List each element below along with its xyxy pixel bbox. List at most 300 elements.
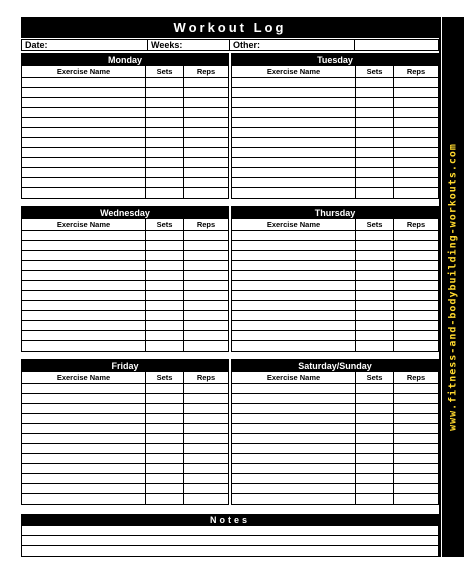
reps-header: Reps	[196, 373, 216, 382]
exercise-name-cell[interactable]	[232, 311, 356, 320]
column-headers	[22, 66, 228, 78]
exercise-row	[232, 454, 438, 464]
exercise-name-cell[interactable]	[232, 251, 356, 260]
sets-cell[interactable]	[146, 341, 184, 351]
other-field[interactable]	[229, 39, 355, 51]
sets-cell[interactable]	[146, 118, 184, 127]
sets-cell[interactable]	[146, 168, 184, 177]
exercise-name-cell[interactable]	[22, 231, 146, 240]
sets-header: Sets	[146, 219, 184, 230]
exercise-row	[232, 404, 438, 414]
exercise-row	[232, 88, 438, 98]
exercise-name-cell[interactable]	[232, 231, 356, 240]
exercise-name-cell[interactable]	[22, 484, 146, 493]
column-headers	[232, 219, 438, 231]
exercise-name-cell[interactable]	[232, 78, 356, 87]
reps-cell[interactable]	[394, 444, 438, 453]
exercise-row	[22, 341, 228, 351]
reps-cell[interactable]	[394, 301, 438, 310]
reps-cell[interactable]	[394, 118, 438, 127]
sets-cell[interactable]	[146, 454, 184, 463]
sets-cell[interactable]	[356, 474, 394, 483]
reps-cell[interactable]	[184, 301, 228, 310]
reps-cell[interactable]	[184, 291, 228, 300]
sets-cell[interactable]	[146, 414, 184, 423]
exercise-rows	[22, 384, 228, 504]
exercise-name-cell[interactable]	[22, 168, 146, 177]
day-block-thursday	[231, 206, 439, 352]
exercise-row	[22, 464, 228, 474]
exercise-name-cell[interactable]	[232, 148, 356, 157]
exercise-name-cell[interactable]	[22, 454, 146, 463]
reps-cell[interactable]	[184, 394, 228, 403]
exercise-name-cell[interactable]	[22, 108, 146, 117]
exercise-name-cell[interactable]	[22, 321, 146, 330]
sets-cell[interactable]	[356, 138, 394, 147]
reps-cell[interactable]	[394, 424, 438, 433]
day-title: Wednesday	[22, 207, 228, 219]
reps-cell[interactable]	[394, 464, 438, 473]
sets-cell[interactable]	[146, 291, 184, 300]
info-row	[21, 39, 439, 51]
sets-cell[interactable]	[146, 241, 184, 250]
sets-cell[interactable]	[146, 178, 184, 187]
exercise-row	[22, 128, 228, 138]
exercise-row	[22, 424, 228, 434]
sets-cell[interactable]	[356, 158, 394, 167]
sets-header: Sets	[356, 219, 394, 230]
exercise-name-cell[interactable]	[232, 118, 356, 127]
sets-cell[interactable]	[356, 434, 394, 443]
sets-cell[interactable]	[356, 78, 394, 87]
exercise-name-cell[interactable]	[232, 138, 356, 147]
reps-cell[interactable]	[184, 384, 228, 393]
sets-cell[interactable]	[356, 414, 394, 423]
reps-cell[interactable]	[394, 331, 438, 340]
sets-cell[interactable]	[146, 261, 184, 270]
exercise-name-cell[interactable]	[22, 188, 146, 198]
sets-cell[interactable]	[356, 404, 394, 413]
exercise-name-cell[interactable]	[22, 251, 146, 260]
sets-cell[interactable]	[356, 444, 394, 453]
reps-cell[interactable]	[394, 474, 438, 483]
column-headers	[22, 219, 228, 231]
sets-cell[interactable]	[146, 88, 184, 97]
exercise-name-cell[interactable]	[232, 454, 356, 463]
exercise-name-cell[interactable]	[232, 188, 356, 198]
exercise-name-cell[interactable]	[232, 241, 356, 250]
day-block-tuesday	[231, 53, 439, 199]
exercise-row	[232, 261, 438, 271]
exercise-name-cell[interactable]	[232, 384, 356, 393]
exercise-row	[232, 321, 438, 331]
exercise-rows	[232, 384, 438, 504]
sets-cell[interactable]	[356, 494, 394, 504]
reps-cell[interactable]	[394, 311, 438, 320]
sets-cell[interactable]	[356, 321, 394, 330]
reps-cell[interactable]	[184, 271, 228, 280]
exercise-name-cell[interactable]	[232, 434, 356, 443]
exercise-row	[22, 414, 228, 424]
reps-cell[interactable]	[184, 231, 228, 240]
sets-cell[interactable]	[146, 424, 184, 433]
exercise-name-cell[interactable]	[232, 168, 356, 177]
exercise-row	[232, 188, 438, 198]
exercise-row	[232, 108, 438, 118]
exercise-name-header: Exercise Name	[22, 66, 146, 77]
exercise-name-cell[interactable]	[22, 128, 146, 137]
sets-cell[interactable]	[356, 454, 394, 463]
exercise-row	[22, 494, 228, 504]
sets-cell[interactable]	[146, 271, 184, 280]
exercise-name-cell[interactable]	[232, 321, 356, 330]
sets-cell[interactable]	[146, 494, 184, 504]
exercise-name-cell[interactable]	[22, 311, 146, 320]
reps-cell[interactable]	[184, 188, 228, 198]
reps-cell[interactable]	[394, 88, 438, 97]
exercise-row	[232, 281, 438, 291]
exercise-row	[22, 118, 228, 128]
reps-cell[interactable]	[394, 271, 438, 280]
exercise-rows	[22, 78, 228, 198]
exercise-name-cell[interactable]	[22, 301, 146, 310]
sets-cell[interactable]	[356, 424, 394, 433]
sets-cell[interactable]	[356, 331, 394, 340]
reps-cell[interactable]	[184, 118, 228, 127]
reps-cell[interactable]	[394, 291, 438, 300]
sets-cell[interactable]	[356, 301, 394, 310]
exercise-row	[232, 444, 438, 454]
exercise-name-header: Exercise Name	[232, 219, 356, 230]
exercise-name-cell[interactable]	[22, 494, 146, 504]
notes-lines	[22, 526, 438, 556]
sets-cell[interactable]	[146, 321, 184, 330]
exercise-row	[22, 384, 228, 394]
day-title: Thursday	[232, 207, 438, 219]
sets-cell[interactable]	[146, 98, 184, 107]
reps-header: Reps	[196, 67, 216, 76]
exercise-name-cell[interactable]	[232, 261, 356, 270]
reps-cell[interactable]	[184, 414, 228, 423]
reps-cell[interactable]	[394, 494, 438, 504]
exercise-name-cell[interactable]	[232, 474, 356, 483]
exercise-name-cell[interactable]	[232, 178, 356, 187]
sets-cell[interactable]	[356, 464, 394, 473]
exercise-name-cell[interactable]	[22, 78, 146, 87]
sets-cell[interactable]	[356, 231, 394, 240]
exercise-row	[232, 341, 438, 351]
reps-cell[interactable]	[184, 331, 228, 340]
exercise-name-cell[interactable]	[22, 241, 146, 250]
exercise-row	[22, 474, 228, 484]
exercise-row	[232, 241, 438, 251]
reps-cell[interactable]	[394, 168, 438, 177]
exercise-row	[232, 384, 438, 394]
reps-cell[interactable]	[184, 98, 228, 107]
sets-cell[interactable]	[146, 301, 184, 310]
exercise-name-cell[interactable]	[22, 464, 146, 473]
reps-cell[interactable]	[394, 148, 438, 157]
exercise-row	[232, 434, 438, 444]
sets-cell[interactable]	[146, 231, 184, 240]
reps-cell[interactable]	[394, 138, 438, 147]
sets-cell[interactable]	[146, 148, 184, 157]
sets-cell[interactable]	[146, 158, 184, 167]
exercise-name-cell[interactable]	[22, 341, 146, 351]
exercise-row	[232, 178, 438, 188]
reps-cell[interactable]	[394, 321, 438, 330]
exercise-name-cell[interactable]	[22, 474, 146, 483]
reps-cell[interactable]	[184, 158, 228, 167]
reps-cell[interactable]	[184, 424, 228, 433]
sets-cell[interactable]	[146, 444, 184, 453]
page-title: Workout Log	[21, 17, 439, 38]
weeks-field[interactable]	[147, 39, 230, 51]
reps-cell[interactable]	[184, 261, 228, 270]
exercise-name-cell[interactable]	[232, 444, 356, 453]
exercise-row	[22, 178, 228, 188]
exercise-name-cell[interactable]	[22, 158, 146, 167]
reps-cell[interactable]	[394, 484, 438, 493]
sets-cell[interactable]	[356, 178, 394, 187]
reps-cell[interactable]	[394, 341, 438, 351]
sets-cell[interactable]	[356, 88, 394, 97]
sets-cell[interactable]	[356, 118, 394, 127]
exercise-row	[22, 321, 228, 331]
notes-line[interactable]	[22, 536, 438, 546]
exercise-name-cell[interactable]	[22, 384, 146, 393]
exercise-row	[232, 311, 438, 321]
exercise-name-cell[interactable]	[232, 291, 356, 300]
reps-cell[interactable]	[394, 394, 438, 403]
reps-cell[interactable]	[394, 188, 438, 198]
reps-cell[interactable]	[394, 404, 438, 413]
reps-cell[interactable]	[184, 464, 228, 473]
reps-cell[interactable]	[184, 321, 228, 330]
exercise-row	[232, 331, 438, 341]
reps-cell[interactable]	[184, 474, 228, 483]
exercise-rows	[22, 231, 228, 351]
sets-cell[interactable]	[356, 148, 394, 157]
exercise-row	[22, 261, 228, 271]
exercise-row	[232, 148, 438, 158]
sets-cell[interactable]	[146, 384, 184, 393]
sets-cell[interactable]	[356, 271, 394, 280]
exercise-row	[232, 98, 438, 108]
reps-cell[interactable]	[184, 404, 228, 413]
reps-cell[interactable]	[184, 444, 228, 453]
reps-cell[interactable]	[184, 168, 228, 177]
sets-cell[interactable]	[356, 241, 394, 250]
exercise-name-cell[interactable]	[22, 98, 146, 107]
divider-strip	[439, 17, 441, 557]
reps-header: Reps	[196, 220, 216, 229]
reps-cell[interactable]	[184, 251, 228, 260]
sets-cell[interactable]	[146, 474, 184, 483]
reps-cell[interactable]	[184, 241, 228, 250]
sets-cell[interactable]	[146, 78, 184, 87]
reps-cell[interactable]	[184, 108, 228, 117]
reps-cell[interactable]	[394, 128, 438, 137]
day-block-monday	[21, 53, 229, 199]
exercise-name-cell[interactable]	[232, 281, 356, 290]
exercise-name-cell[interactable]	[232, 424, 356, 433]
sets-cell[interactable]	[356, 108, 394, 117]
sets-cell[interactable]	[356, 261, 394, 270]
exercise-name-cell[interactable]	[22, 291, 146, 300]
reps-cell[interactable]	[184, 341, 228, 351]
sets-cell[interactable]	[146, 404, 184, 413]
reps-cell[interactable]	[394, 108, 438, 117]
exercise-name-cell[interactable]	[232, 404, 356, 413]
exercise-row	[22, 108, 228, 118]
exercise-name-cell[interactable]	[22, 281, 146, 290]
reps-cell[interactable]	[184, 178, 228, 187]
sets-cell[interactable]	[146, 128, 184, 137]
sets-cell[interactable]	[146, 138, 184, 147]
exercise-name-cell[interactable]	[22, 118, 146, 127]
exercise-row	[22, 404, 228, 414]
exercise-name-cell[interactable]	[232, 108, 356, 117]
date-field[interactable]	[21, 39, 148, 51]
exercise-row	[232, 271, 438, 281]
exercise-row	[232, 128, 438, 138]
exercise-name-cell[interactable]	[232, 271, 356, 280]
sets-cell[interactable]	[146, 108, 184, 117]
day-block-saturday-sunday	[231, 359, 439, 505]
exercise-name-cell[interactable]	[22, 261, 146, 270]
sets-cell[interactable]	[356, 281, 394, 290]
other-value-field[interactable]	[354, 39, 439, 51]
exercise-row	[232, 138, 438, 148]
exercise-name-cell[interactable]	[22, 414, 146, 423]
exercise-name-cell[interactable]	[22, 394, 146, 403]
exercise-name-cell[interactable]	[22, 271, 146, 280]
side-banner	[442, 17, 464, 557]
notes-line[interactable]	[22, 526, 438, 536]
exercise-name-cell[interactable]	[232, 341, 356, 351]
sets-cell[interactable]	[146, 394, 184, 403]
reps-cell[interactable]	[394, 414, 438, 423]
exercise-row	[232, 301, 438, 311]
sets-cell[interactable]	[356, 394, 394, 403]
exercise-name-cell[interactable]	[232, 128, 356, 137]
reps-cell[interactable]	[394, 261, 438, 270]
sets-cell[interactable]	[356, 311, 394, 320]
exercise-name-cell[interactable]	[22, 444, 146, 453]
reps-cell[interactable]	[394, 78, 438, 87]
reps-cell[interactable]	[184, 494, 228, 504]
exercise-name-cell[interactable]	[232, 158, 356, 167]
sets-cell[interactable]	[146, 281, 184, 290]
sets-cell[interactable]	[356, 291, 394, 300]
day-title: Tuesday	[232, 54, 438, 66]
reps-cell[interactable]	[184, 78, 228, 87]
sets-cell[interactable]	[356, 128, 394, 137]
exercise-name-cell[interactable]	[232, 98, 356, 107]
exercise-name-cell[interactable]	[22, 434, 146, 443]
exercise-row	[22, 188, 228, 198]
exercise-row	[22, 168, 228, 178]
exercise-row	[22, 484, 228, 494]
exercise-name-cell[interactable]	[22, 138, 146, 147]
column-headers	[232, 66, 438, 78]
sets-cell[interactable]	[146, 464, 184, 473]
reps-cell[interactable]	[394, 178, 438, 187]
exercise-name-cell[interactable]	[232, 484, 356, 493]
exercise-name-cell[interactable]	[232, 301, 356, 310]
exercise-row	[22, 98, 228, 108]
sets-cell[interactable]	[146, 331, 184, 340]
sets-cell[interactable]	[356, 98, 394, 107]
exercise-name-cell[interactable]	[232, 394, 356, 403]
exercise-row	[232, 251, 438, 261]
exercise-name-cell[interactable]	[22, 404, 146, 413]
day-block-friday	[21, 359, 229, 505]
reps-cell[interactable]	[394, 434, 438, 443]
day-title: Monday	[22, 54, 228, 66]
sets-cell[interactable]	[356, 188, 394, 198]
exercise-name-cell[interactable]	[232, 494, 356, 504]
exercise-name-cell[interactable]	[232, 414, 356, 423]
reps-cell[interactable]	[394, 231, 438, 240]
reps-cell[interactable]	[394, 454, 438, 463]
exercise-name-cell[interactable]	[22, 88, 146, 97]
reps-cell[interactable]	[184, 88, 228, 97]
sets-cell[interactable]	[356, 168, 394, 177]
reps-cell[interactable]	[184, 281, 228, 290]
reps-cell[interactable]	[394, 241, 438, 250]
exercise-name-header: Exercise Name	[232, 372, 356, 383]
exercise-name-cell[interactable]	[22, 424, 146, 433]
reps-cell[interactable]	[394, 251, 438, 260]
sets-cell[interactable]	[146, 251, 184, 260]
sets-cell[interactable]	[146, 434, 184, 443]
reps-cell[interactable]	[394, 384, 438, 393]
reps-cell[interactable]	[184, 454, 228, 463]
exercise-name-cell[interactable]	[232, 464, 356, 473]
sets-cell[interactable]	[146, 484, 184, 493]
reps-cell[interactable]	[394, 281, 438, 290]
exercise-name-cell[interactable]	[22, 148, 146, 157]
exercise-row	[232, 118, 438, 128]
exercise-name-cell[interactable]	[232, 88, 356, 97]
exercise-row	[22, 331, 228, 341]
reps-cell[interactable]	[184, 484, 228, 493]
sets-cell[interactable]	[356, 484, 394, 493]
reps-cell[interactable]	[184, 148, 228, 157]
exercise-name-cell[interactable]	[22, 331, 146, 340]
exercise-row	[232, 158, 438, 168]
workout-log-sheet	[21, 17, 439, 557]
notes-line[interactable]	[22, 546, 438, 556]
reps-cell[interactable]	[184, 128, 228, 137]
reps-cell[interactable]	[394, 98, 438, 107]
sets-cell[interactable]	[356, 384, 394, 393]
exercise-name-cell[interactable]	[22, 178, 146, 187]
sets-cell[interactable]	[356, 251, 394, 260]
exercise-name-header: Exercise Name	[232, 66, 356, 77]
reps-cell[interactable]	[184, 138, 228, 147]
sets-cell[interactable]	[146, 311, 184, 320]
reps-cell[interactable]	[394, 158, 438, 167]
sets-cell[interactable]	[146, 188, 184, 198]
sets-cell[interactable]	[356, 341, 394, 351]
reps-cell[interactable]	[184, 434, 228, 443]
exercise-name-cell[interactable]	[232, 331, 356, 340]
exercise-row	[232, 474, 438, 484]
reps-cell[interactable]	[184, 311, 228, 320]
